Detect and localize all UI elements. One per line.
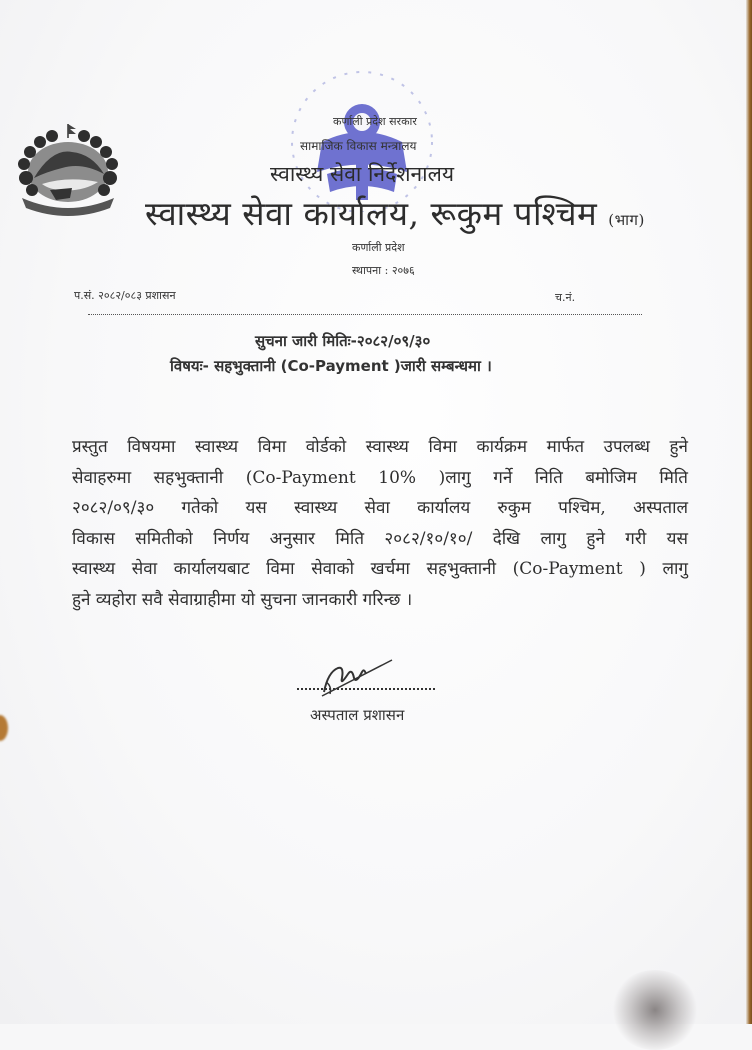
letter-number: प.सं. २०८२/०८३ प्रशासन: [74, 289, 176, 302]
nepal-emblem-icon: [12, 118, 124, 222]
body-line: सेवाहरुमा सहभुक्तानी (Co-Payment 10% )लागु गर्ने निति बमोजिम मिति: [72, 467, 688, 488]
body-line: विकास समितीको निर्णय अनुसार मिति २०८२/१०/१०/ देखि लागु हुने गरी यस: [72, 528, 688, 549]
body-line: हुने व्यहोरा सवै सेवाग्राहीमा यो सुचना जानकारी गरिन्छ ।: [72, 589, 413, 610]
notice-body: [72, 432, 688, 615]
paper-edge: [746, 0, 752, 1024]
directorate-label: स्वास्थ्य सेवा निर्देशनालय: [270, 162, 455, 186]
signature-line: [297, 688, 435, 690]
notice-title: सुचना जारी मितिः-२०८२/०९/३०: [255, 332, 431, 350]
body-line: २०८२/०९/३० गतेको यस स्वास्थ्य सेवा कार्यालय रुकुम पश्चिम, अस्पताल: [72, 498, 688, 518]
signature-icon: [318, 652, 398, 702]
office-name: स्वास्थ्य सेवा कार्यालय, रूकुम पश्चिम: [145, 194, 598, 233]
finger-shadow: [610, 970, 700, 1050]
body-line: प्रस्तुत विषयमा स्वास्थ्य विमा वोर्डको स्वास्थ्य विमा कार्यक्रम मार्फत उपलब्ध हुने: [72, 437, 688, 457]
established-label: स्थापना : २०७६: [352, 264, 415, 277]
ministry-label: सामाजिक विकास मन्त्रालय: [300, 139, 417, 153]
signatory-label: अस्पताल प्रशासन: [310, 706, 405, 724]
government-label: कर्णाली प्रदेश सरकार: [333, 115, 417, 128]
notice-subject: विषयः- सहभुक्तानी (Co-Payment )जारी सम्बन्धमा ।: [170, 357, 492, 375]
header-divider: [88, 314, 642, 315]
province-label: कर्णाली प्रदेश: [352, 241, 405, 254]
office-suffix: (भाग): [608, 211, 645, 229]
dispatch-number: च.नं.: [555, 291, 576, 304]
body-line: स्वास्थ्य सेवा कार्यालयबाट विमा सेवाको खर्चमा सहभुक्तानी (Co-Payment ) लागु: [72, 559, 688, 579]
office-name-heading: [145, 190, 645, 235]
